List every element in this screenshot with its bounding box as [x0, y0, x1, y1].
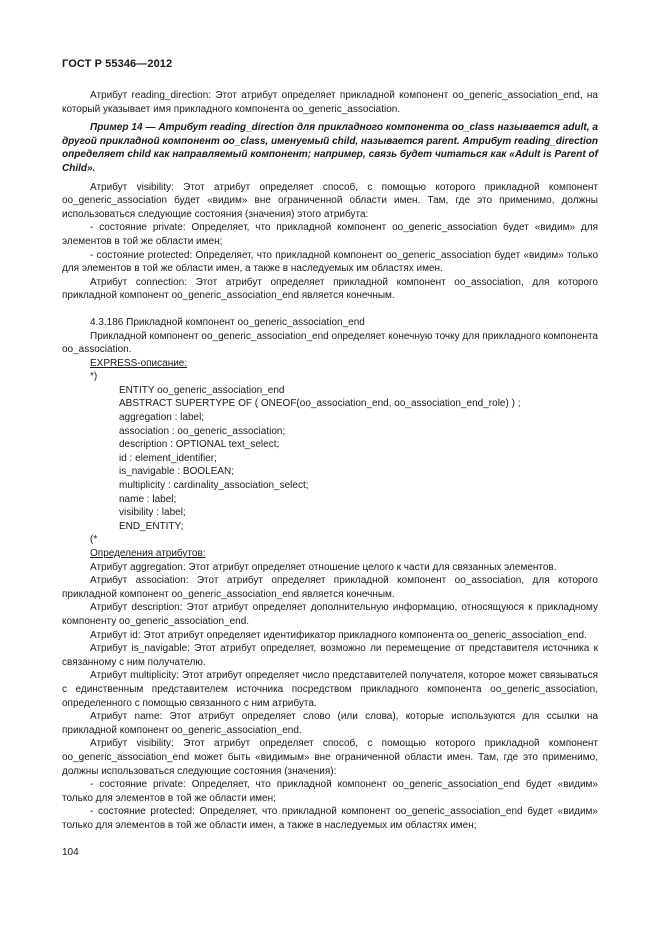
code-line: name : label;: [119, 493, 177, 505]
comment-close: (*: [90, 534, 98, 546]
comment-open: *): [90, 371, 98, 383]
express-label-text: EXPRESS-описание:: [90, 357, 188, 369]
attribute-definition: Атрибут multiplicity: Этот атрибут определяет число представителей получателя, которое может связываться с единственным представителем источника посредством прикладного компонента oo_generic_association, определенного с помощью связанного с ним атрибута.: [62, 670, 598, 709]
page-content: [62, 89, 598, 832]
code-line: ABSTRACT SUPERTYPE OF ( ONEOF(oo_association_end, oo_association_end_role) ) ;: [119, 398, 521, 410]
code-line: description : OPTIONAL text_select;: [119, 439, 280, 451]
attribute-definition: Атрибут aggregation: Этот атрибут определяет отношение целого к части для связанных элементов.: [90, 561, 557, 573]
page-number: 104: [62, 847, 79, 858]
reading-direction-paragraph: Атрибут reading_direction: Этот атрибут определяет прикладной компонент oo_generic_association_end, на который указывает имя прикладного компонента oo_generic_association.: [62, 90, 598, 115]
code-line: association : oo_generic_association;: [119, 425, 286, 437]
attribute-definition: Атрибут name: Этот атрибут определяет слово (или слова), которые используются для ссылки на прикладной компонент oo_generic_association_end.: [62, 711, 598, 736]
document-header: ГОСТ Р 55346—2012: [62, 58, 173, 70]
code-line: END_ENTITY;: [119, 520, 184, 532]
attribute-definitions-label-text: Определения атрибутов:: [90, 548, 206, 559]
code-line: ENTITY oo_generic_association_end: [119, 384, 285, 396]
attribute-definition: Атрибут description: Этот атрибут определяет дополнительную информацию, относящуюся к прикладному компоненту oo_generic_association_end.: [62, 602, 598, 627]
attribute-definition: - состояние private: Определяет, что прикладной компонент oo_generic_association_end будет «видим» только для элементов в той же области имен;: [62, 779, 598, 804]
code-line: id : element_identifier;: [119, 452, 217, 464]
private-state-item: - состояние private: Определяет, что прикладной компонент oo_generic_association будет «видим» для элементов в той же области имен;: [62, 222, 598, 247]
protected-state-item: - состояние protected: Определяет, что прикладной компонент oo_generic_association будет «видим» только для элементов в той же области имен, а также в наследуемых им областях имен.: [62, 249, 598, 275]
express-label: [62, 357, 598, 371]
section-heading: 4.3.186 Прикладной компонент oo_generic_association_end: [90, 316, 365, 328]
code-line: visibility : label;: [119, 507, 186, 519]
express-code-block: [62, 384, 598, 534]
connection-paragraph: Атрибут connection: Этот атрибут определяет прикладной компонент oo_association, для которого прикладной компонент oo_generic_association_end является конечным.: [62, 276, 598, 302]
attribute-definition: Атрибут association: Этот атрибут определяет прикладной компонент oo_association, для которого прикладной компонент oo_generic_association_end является конечным.: [62, 575, 598, 600]
code-line: is_navigable : BOOLEAN;: [119, 466, 235, 478]
attribute-definitions-label: [62, 547, 598, 561]
section-description: Прикладной компонент oo_generic_association_end определяет конечную точку для прикладного компонента oo_association.: [62, 330, 598, 356]
attribute-definition: Атрибут visibility: Этот атрибут определяет способ, с помощью которого прикладной компонент oo_generic_association_end может быть «видимым» вне ограниченной области имен. Там, где это применимо, должны использоваться следующие состояния (значения):: [62, 738, 598, 777]
example-14-note: Пример 14 — Атрибут reading_direction для прикладного компонента oo_class называется adult, а другой прикладной компонент oo_class, именуемый child, называется parent. Атрибут reading_direction определяет child как направляемый компонент; например, связь будет читаться как «Adult is Parent of Child».: [62, 122, 598, 174]
attribute-definition: - состояние protected: Определяет, что прикладной компонент oo_generic_association_end будет «видим» только для элементов в той же области имен, а также в наследуемых им областях имен;: [62, 806, 598, 831]
attribute-definition: Атрибут id: Этот атрибут определяет идентификатор прикладного компонента oo_generic_association_end.: [90, 629, 587, 641]
code-line: multiplicity : cardinality_association_select;: [119, 480, 309, 492]
code-line: aggregation : label;: [119, 412, 205, 424]
visibility-paragraph: Атрибут visibility: Этот атрибут определяет способ, с помощью которого прикладной компонент oo_generic_association будет «видим» вне ограниченной области имен. Там, где это применимо, должны использоваться следующие состояния (значения) этого атрибута:: [62, 181, 598, 220]
attribute-definition: Атрибут is_navigable: Этот атрибут определяет, возможно ли перемещение от представителя источника к связанному с ним получателю.: [62, 643, 598, 668]
